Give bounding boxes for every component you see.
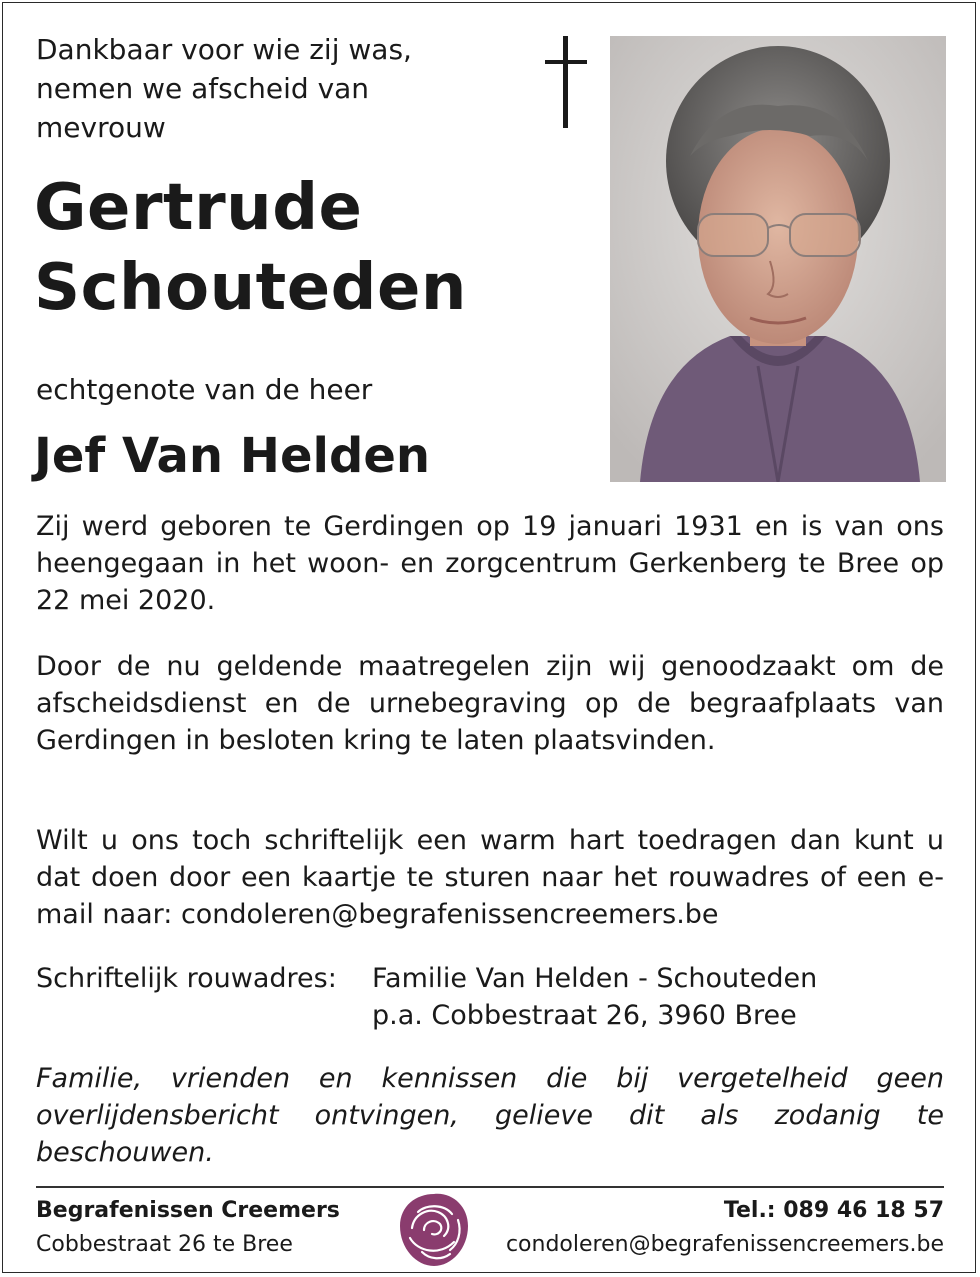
- portrait-illustration: [610, 36, 946, 482]
- relation-text: echtgenote van de heer: [36, 373, 373, 406]
- deceased-last-name: Schouteden: [34, 251, 467, 325]
- intro-line-2: nemen we afscheid van: [36, 72, 370, 105]
- condolence-paragraph: Wilt u ons toch schriftelijk een warm hart toedragen dan kunt u dat doen door een kaartje te sturen naar het rouwadres of een e-mail naar: condoleren@begrafenissencreemers.be: [36, 825, 944, 930]
- service-paragraph: Door de nu geldende maatregelen zijn wij genoodzaakt om de afscheidsdienst en de urnebegraving op de begraafplaats van Gerdingen in besloten kring te laten plaatsvinden.: [36, 651, 944, 756]
- funeral-company-email[interactable]: condoleren@begrafenissencreemers.be: [505, 1232, 944, 1257]
- rose-icon: [396, 1190, 472, 1270]
- notice-note: Familie, vrienden en kennissen die bij vergetelheid geen overlijdensbericht ontvingen, gelieve dit als zodanig te beschouwen.: [36, 1063, 944, 1168]
- spouse-name: Jef Van Helden: [34, 428, 431, 484]
- address-line-1: Familie Van Helden - Schouteden: [372, 963, 818, 994]
- cross-icon: [542, 36, 590, 128]
- address-line-2: p.a. Cobbestraat 26, 3960 Bree: [372, 1000, 797, 1031]
- funeral-company-name: Begrafenissen Creemers: [36, 1198, 340, 1223]
- funeral-company-street: Cobbestraat 26 te Bree: [36, 1232, 293, 1257]
- intro-text: [36, 30, 496, 147]
- deceased-first-name: Gertrude: [34, 171, 363, 245]
- footer-divider: [36, 1186, 944, 1188]
- portrait-photo: [610, 36, 946, 482]
- intro-line-3: mevrouw: [36, 111, 166, 144]
- deceased-name: [34, 168, 594, 328]
- address-label: Schriftelijk rouwadres:: [36, 963, 337, 994]
- intro-line-1: Dankbaar voor wie zij was,: [36, 33, 412, 66]
- birth-death-paragraph: Zij werd geboren te Gerdingen op 19 januari 1931 en is van ons heengegaan in het woon- en zorgcentrum Gerkenberg te Bree op 22 mei 2020.: [36, 511, 944, 616]
- funeral-company-phone: Tel.: 089 46 18 57: [723, 1198, 944, 1223]
